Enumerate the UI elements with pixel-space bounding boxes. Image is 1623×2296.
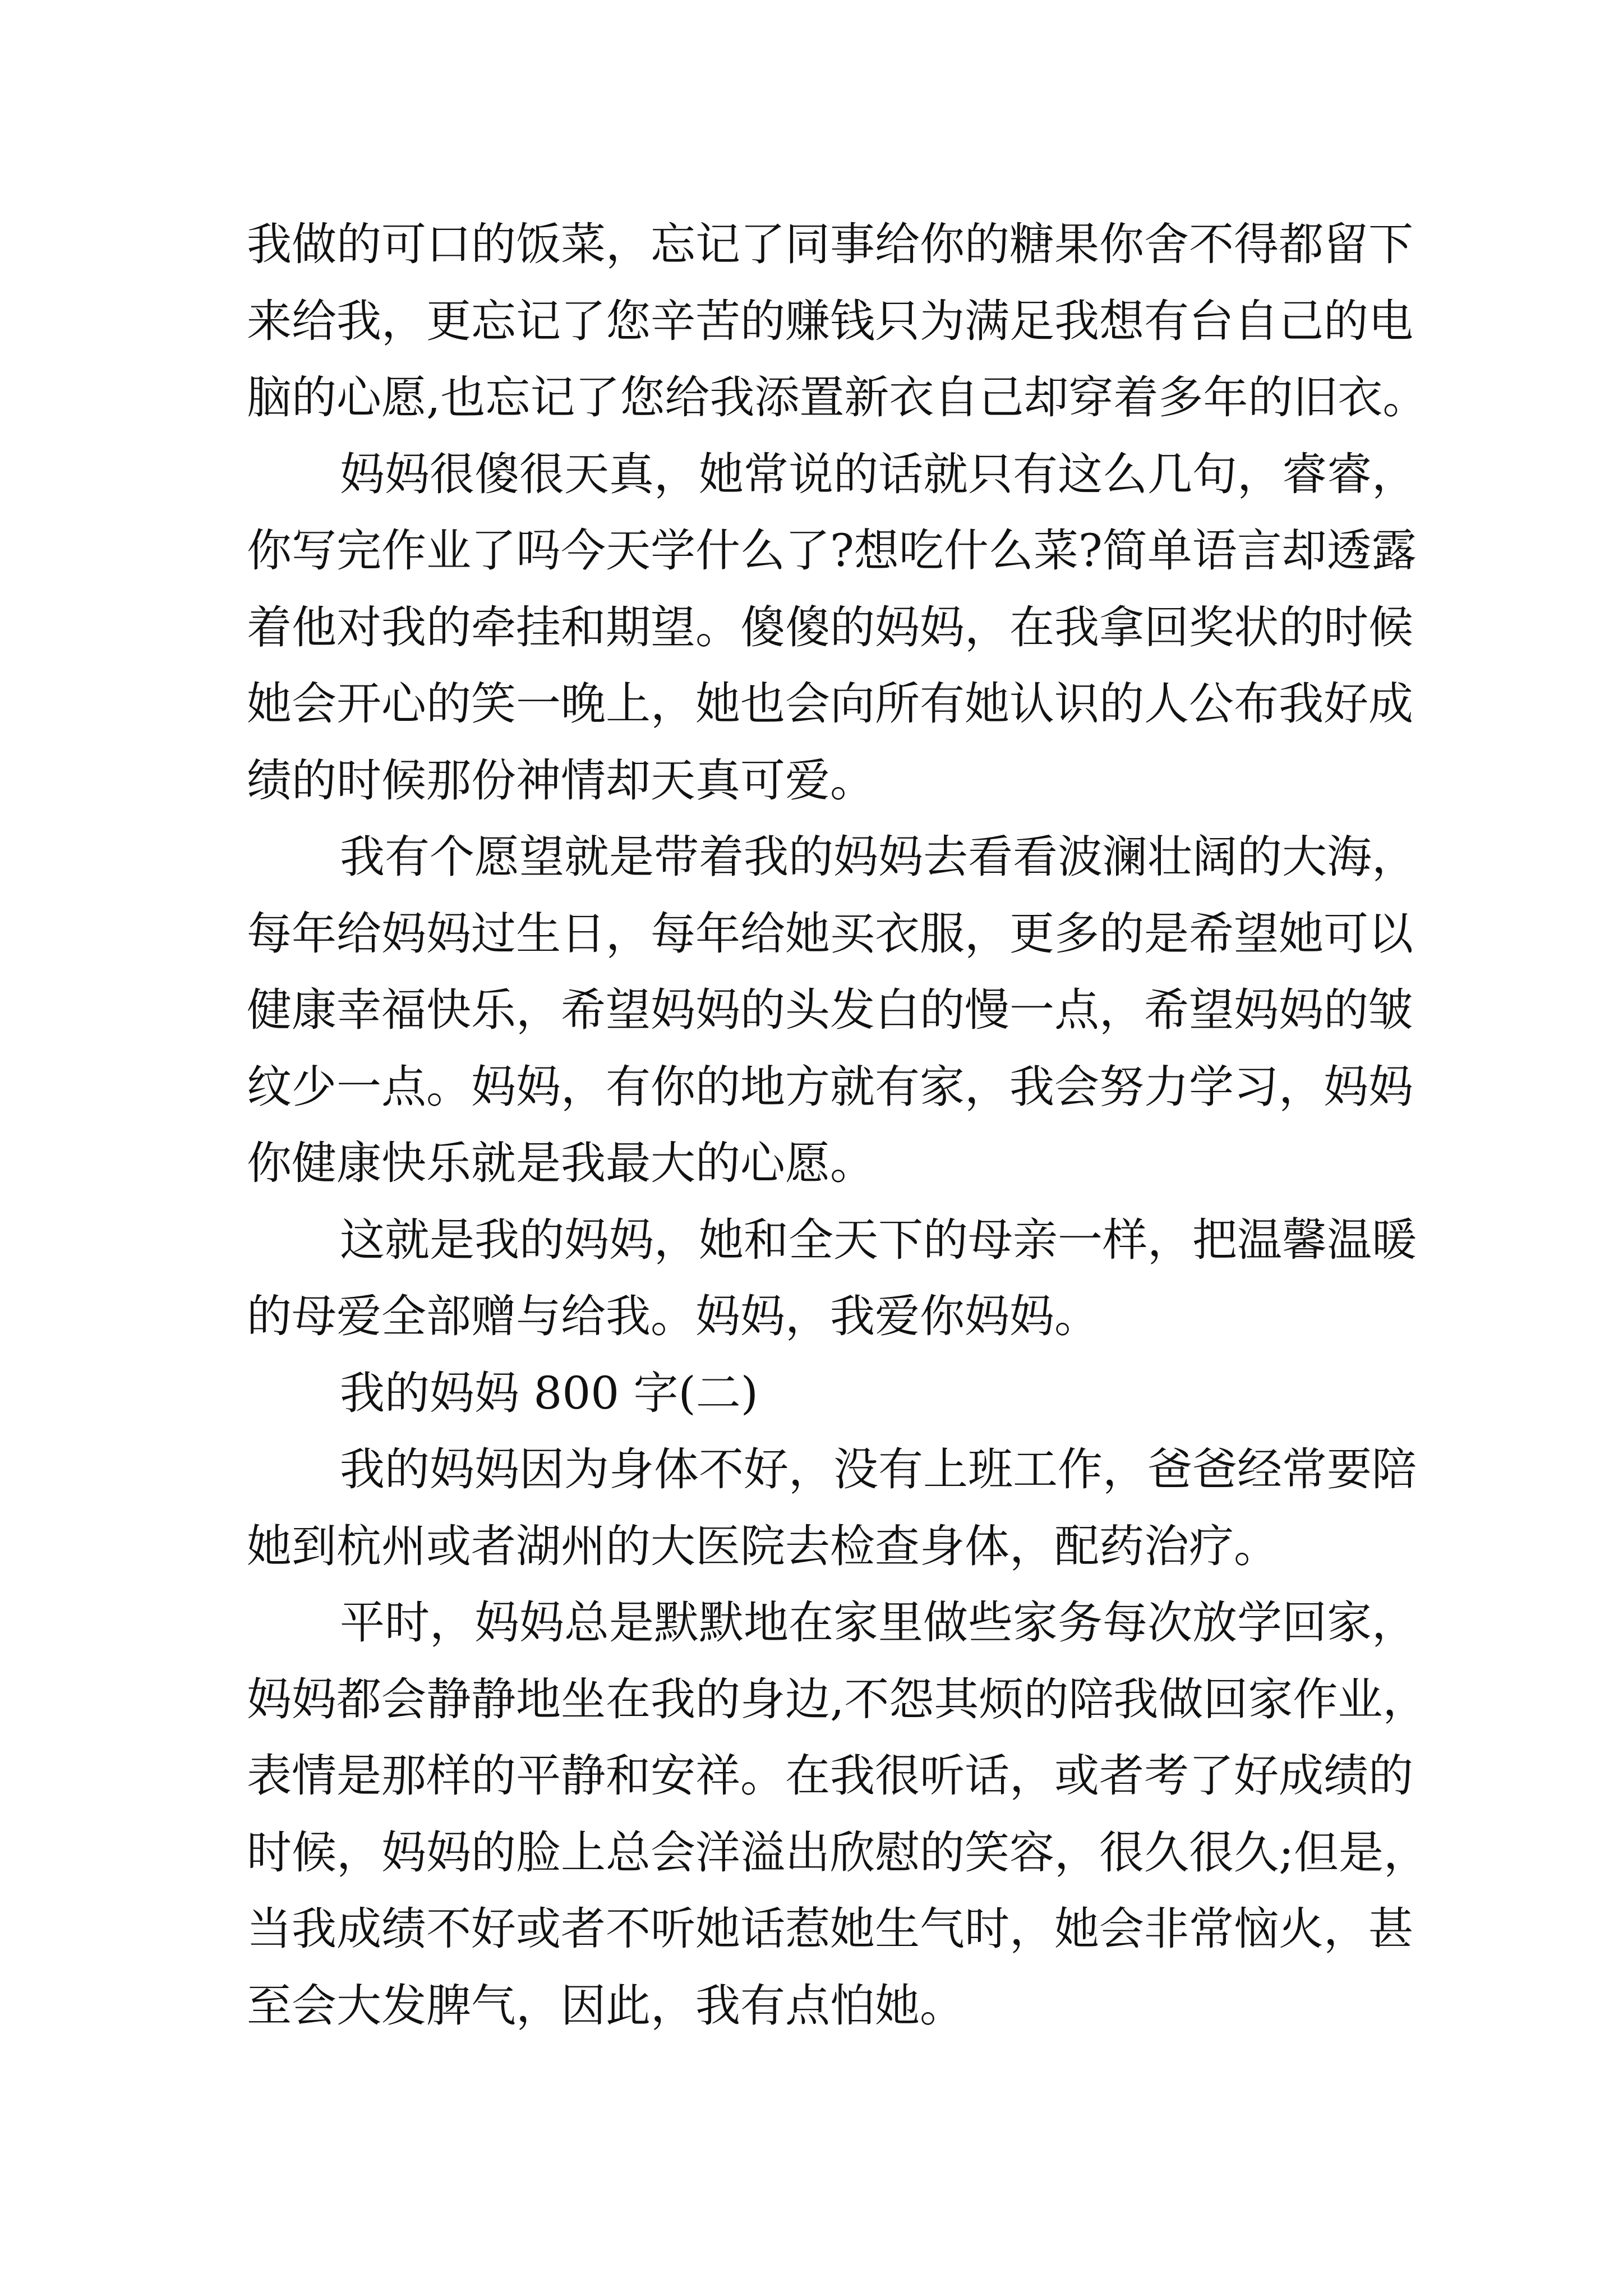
text-line: 你健康快乐就是我最大的心愿。 <box>247 1137 875 1189</box>
text-line: 健康幸福快乐，希望妈妈的头发白的慢一点，希望妈妈的皱 <box>247 984 1413 1036</box>
body-text <box>247 206 1428 2044</box>
text-line: 来给我，更忘记了您辛苦的赚钱只为满足我想有台自己的电 <box>247 295 1413 347</box>
text-line: 你写完作业了吗今天学什么了?想吃什么菜?简单语言却透露 <box>247 524 1417 577</box>
text-line: 这就是我的妈妈，她和全天下的母亲一样，把温馨温暖 <box>340 1213 1417 1266</box>
text-line: 脑的心愿,也忘记了您给我添置新衣自己却穿着多年的旧衣。 <box>247 371 1428 424</box>
text-line: 表情是那样的平静和安祥。在我很听话，或者考了好成绩的 <box>247 1750 1413 1802</box>
text-line: 着他对我的牵挂和期望。傻傻的妈妈，在我拿回奖状的时候 <box>247 601 1413 654</box>
text-line: 她到杭州或者湖州的大医院去检查身体，配药治疗。 <box>247 1520 1279 1572</box>
section-heading: 我的妈妈 800 字(二) <box>340 1366 758 1419</box>
text-line: 的母爱全部赠与给我。妈妈，我爱你妈妈。 <box>247 1290 1099 1342</box>
text-line: 纹少一点。妈妈，有你的地方就有家，我会努力学习，妈妈 <box>247 1060 1413 1113</box>
text-line: 平时，妈妈总是默默地在家里做些家务每次放学回家， <box>340 1596 1417 1649</box>
text-line: 当我成绩不好或者不听她话惹她生气时，她会非常恼火，甚 <box>247 1903 1413 1955</box>
text-line: 我做的可口的饭菜，忘记了同事给你的糖果你舍不得都留下 <box>247 218 1413 270</box>
text-line: 绩的时候那份神情却天真可爱。 <box>247 754 875 807</box>
text-line: 妈妈很傻很天真，她常说的话就只有这么几句，睿睿， <box>340 448 1417 500</box>
text-line: 妈妈都会静静地坐在我的身边,不怨其烦的陪我做回家作业， <box>247 1673 1428 1726</box>
text-line: 我有个愿望就是带着我的妈妈去看看波澜壮阔的大海， <box>340 831 1417 883</box>
text-line: 每年给妈妈过生日，每年给她买衣服，更多的是希望她可以 <box>247 907 1413 960</box>
text-line: 时候，妈妈的脸上总会洋溢出欣慰的笑容，很久很久;但是， <box>247 1826 1428 1879</box>
text-line: 我的妈妈因为身体不好，没有上班工作，爸爸经常要陪 <box>340 1443 1417 1496</box>
text-line: 至会大发脾气，因此，我有点怕她。 <box>247 1979 965 2032</box>
text-line: 她会开心的笑一晚上，她也会向所有她认识的人公布我好成 <box>247 678 1413 730</box>
